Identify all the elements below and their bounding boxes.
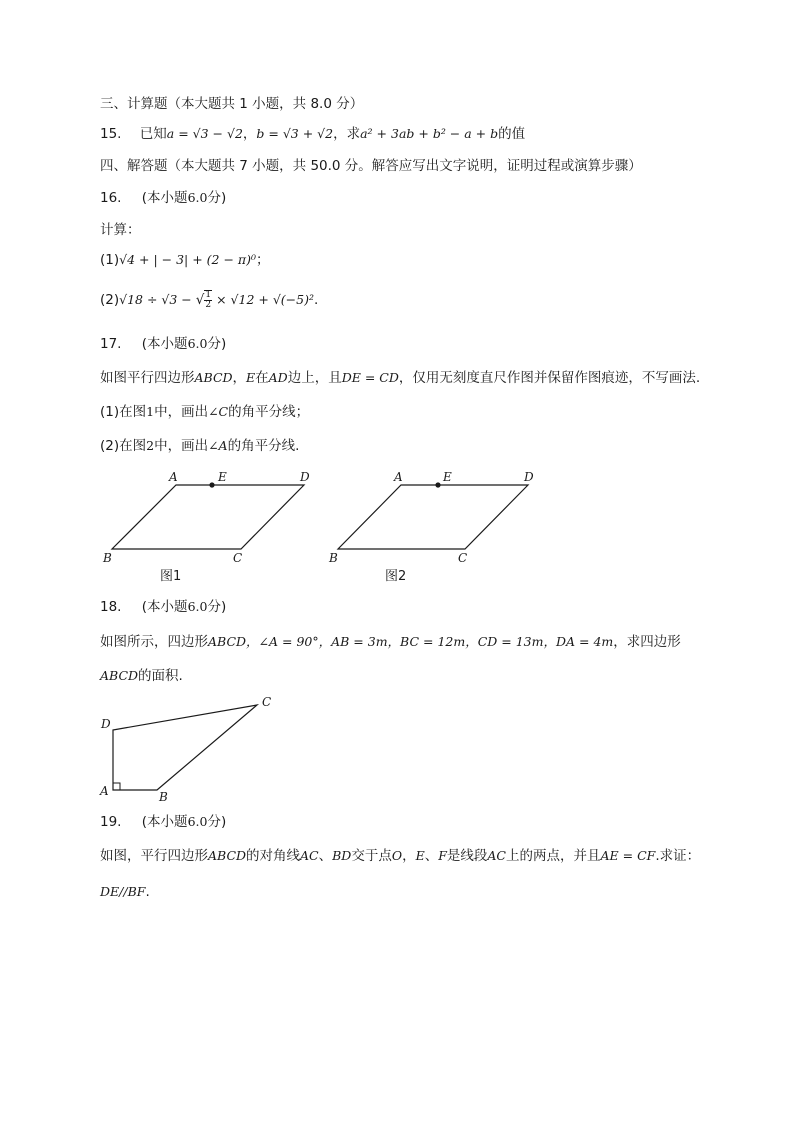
- question-16-part-2: (2)√18 ÷ √3 − √ $\frac{1}{2}$ × √12 + √(−5)².: [100, 290, 319, 310]
- parallelogram-shape: [112, 485, 304, 549]
- question-number: 19.: [100, 814, 122, 830]
- question-18-text-2: ABCD的面积.: [100, 668, 183, 684]
- question-19-header: 19. (本小题6.0分): [100, 814, 227, 830]
- figure-2-parallelogram: [328, 470, 534, 584]
- label-a: A: [394, 470, 403, 484]
- question-17-part-1: (1)在图1中，画出∠C的角平分线；: [100, 404, 310, 420]
- question-17-text: 如图平行四边形ABCD，E在AD边上，且DE = CD，仅用无刻度直尺作图并保留作图痕迹，不写画法.: [100, 370, 701, 386]
- label-c: C: [233, 551, 243, 565]
- fraction: $\frac{1}{2}$: [205, 290, 212, 310]
- question-17-part-2: (2)在图2中，画出∠A的角平分线.: [100, 438, 300, 454]
- figure-2-caption: 图2: [385, 569, 407, 584]
- question-number: 15.: [100, 126, 122, 142]
- label-d: D: [524, 470, 534, 484]
- section-3-heading: 三、计算题（本大题共 1 小题，共 8.0 分）: [100, 96, 364, 112]
- question-number: 17.: [100, 336, 122, 352]
- label-b: B: [329, 551, 338, 565]
- question-16-header: 16. (本小题6.0分): [100, 190, 227, 206]
- point-e-dot: [435, 482, 440, 487]
- label-a: A: [100, 784, 109, 798]
- question-19-text-2: DE//BF.: [100, 884, 150, 900]
- label-b: B: [159, 790, 168, 804]
- question-18-figure: [90, 690, 290, 805]
- parallelogram-shape: [338, 485, 528, 549]
- label-e: E: [218, 470, 227, 484]
- question-18-header: 18. (本小题6.0分): [100, 599, 227, 615]
- label-a: A: [169, 470, 178, 484]
- question-16-part-1: (1)√4 + | − 3| + (2 − π)⁰；: [100, 252, 270, 268]
- figure-1-parallelogram: [102, 470, 310, 584]
- question-16-intro: 计算：: [100, 222, 141, 238]
- label-e: E: [443, 470, 452, 484]
- math-a-expr: a = √3 − √2: [166, 126, 243, 141]
- question-17-header: 17. (本小题6.0分): [100, 336, 227, 352]
- point-e-dot: [209, 482, 214, 487]
- label-d: D: [300, 470, 310, 484]
- question-number: 18.: [100, 599, 122, 615]
- section-4-heading: 四、解答题（本大题共 7 小题，共 50.0 分。解答应写出文字说明，证明过程或演算步骤）: [100, 158, 642, 174]
- label-b: B: [103, 551, 112, 565]
- math-expr: √4 + | − 3| + (2 − π)⁰: [119, 252, 257, 267]
- question-15: 15. 已知a = √3 − √2，b = √3 + √2，求a² + 3ab + b² − a + b的值: [100, 126, 526, 142]
- question-19-text-1: 如图，平行四边形ABCD的对角线AC、BD交于点O，E、F是线段AC上的两点，并且AE = CF.求证：: [100, 848, 701, 864]
- figure-1-caption: 图1: [160, 569, 182, 584]
- question-17-figures: [90, 462, 550, 587]
- math-b-expr: b = √3 + √2: [256, 126, 334, 141]
- right-angle-mark: [113, 783, 120, 790]
- label-c: C: [262, 695, 272, 709]
- question-18-text-1: 如图所示，四边形ABCD，∠A = 90°，AB = 3m，BC = 12m，CD = 13m，DA = 4m，求四边形: [100, 634, 681, 650]
- quadrilateral-shape: [113, 705, 257, 790]
- label-d: D: [101, 717, 111, 731]
- label-c: C: [458, 551, 468, 565]
- math-target-expr: a² + 3ab + b² − a + b: [360, 126, 499, 141]
- question-number: 16.: [100, 190, 122, 206]
